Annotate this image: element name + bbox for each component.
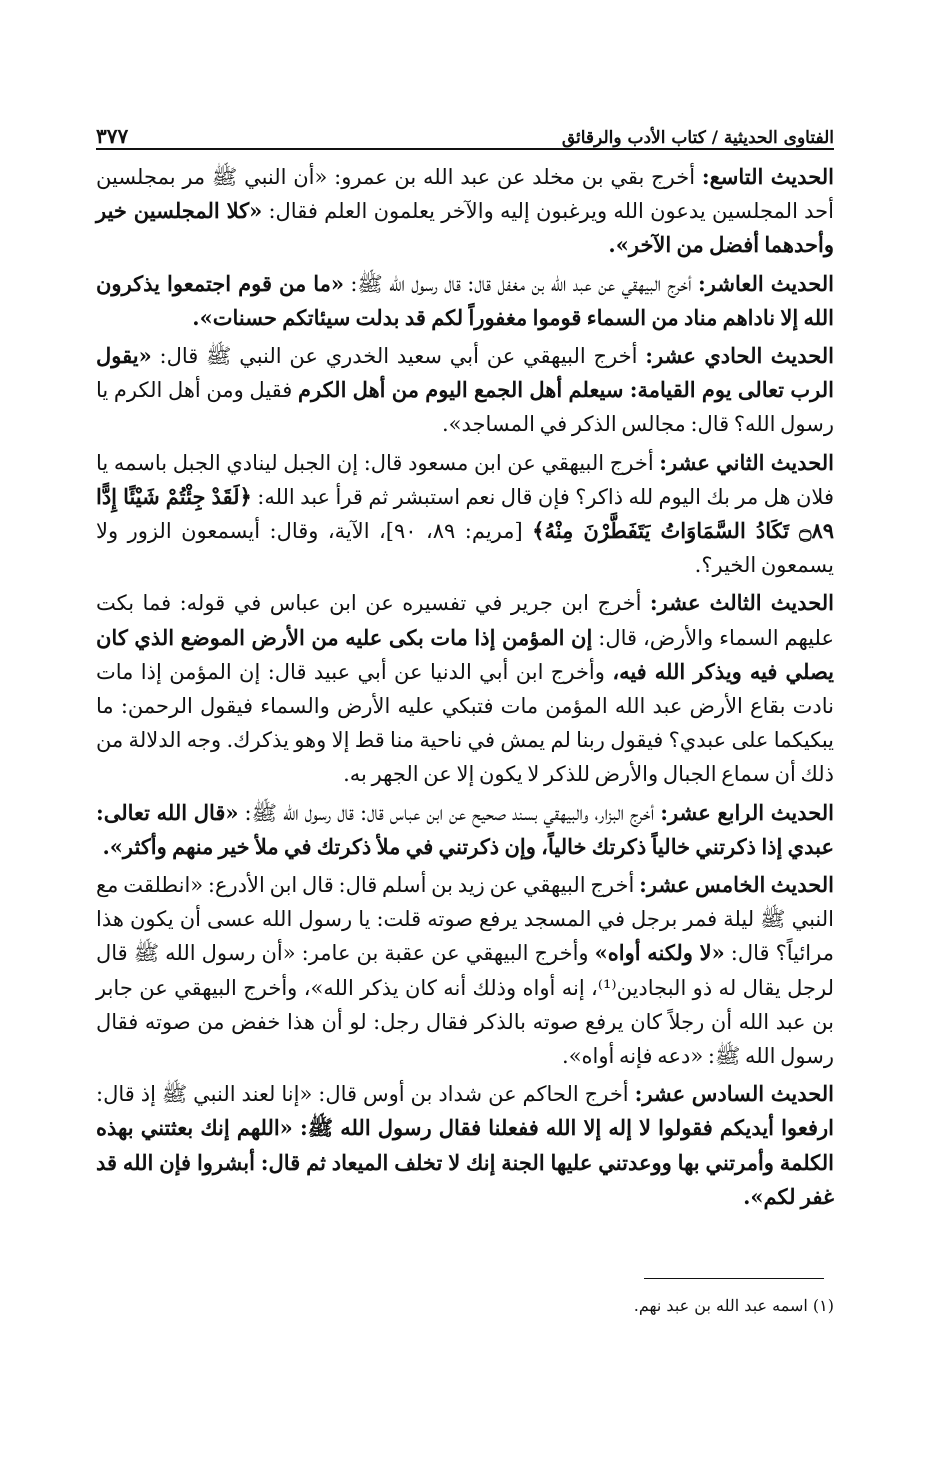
hadith-heading: الحديث الرابع عشر: — [660, 799, 834, 825]
hadith-heading: الحديث الخامس عشر: — [639, 872, 835, 898]
hadith-quote: «لا ولكنه أواه» — [594, 940, 725, 966]
main-text — [96, 160, 834, 1214]
hadith-text: وأخرج البيهقي عن عقبة بن عامر: «أن رسول الله ﷺ قال لرجل يقال له ذو البجادين⁽¹⁾، إنه أواه وذلك أنه كان يذكر الله»، وأخرج البيهقي عن جابر بن عبد الله أن رجلاً كان يرفع صوته بالذكر فقال رجل: لو أن هذا خفض من صوته فقال رسول الله ﷺ: «دعه فإنه أواه». — [96, 941, 834, 1069]
hadith-paragraph — [96, 1077, 834, 1214]
hadith-heading: الحديث العاشر: — [698, 270, 834, 296]
hadith-heading: الحديث السادس عشر: — [634, 1081, 835, 1107]
hadith-paragraph — [96, 796, 834, 864]
running-title: الفتاوى الحديثية / كتاب الأدب والرقائق — [561, 128, 834, 148]
footnote-separator — [644, 1278, 824, 1279]
hadith-paragraph — [96, 267, 834, 335]
hadith-quote: ﴿لَقَدْ جِئْتُمْ شَيْئًا إِدًّا ۝٨٩ تَكَادُ السَّمَاوَاتُ يَتَفَطَّرْنَ مِنْهُ﴾ — [96, 483, 835, 544]
hadith-text: أخرج البزار، والبيهقي بسند صحيح عن ابن عباس قال: قال رسول الله ﷺ: — [238, 800, 661, 825]
hadith-quote: ارفعوا أيديكم فقولوا لا إله إلا الله ففعلنا فقال رسول الله ﷺ: «اللهم إنك بعثتني بهذه الكلمة وأمرتني بها ووعدتني عليها الجنة إنك لا تخلف الميعاد ثم قال: أبشروا فإن الله قد غفر لكم». — [96, 1115, 834, 1209]
hadith-paragraph — [96, 339, 834, 442]
footnote: (١) اسمه عبد الله بن عبد نهم. — [633, 1296, 834, 1315]
hadith-text: أخرج الحاكم عن شداد بن أوس قال: «إنا لعند النبي ﷺ إذ قال: — [96, 1082, 635, 1107]
book-page — [96, 112, 834, 1442]
hadith-quote: «قال الله تعالى: عبدي إذا ذكرتني خالياً ذكرتك خالياً، وإن ذكرتني في ملأ ذكرتك في ملأ خير منهم وأكثر». — [96, 799, 834, 859]
hadith-text: أخرج البيهقي عن عبد الله بن مغفل قال: قال رسول الله ﷺ: — [344, 271, 699, 296]
running-header — [96, 112, 834, 150]
hadith-quote: «يقول الرب تعالى يوم القيامة: سيعلم أهل الجمع اليوم من أهل الكرم — [96, 343, 834, 403]
hadith-text: [مريم: ٨٩، ٩٠]، الآية، وقال: أيسمعون الزور ولا يسمعون الخير؟. — [96, 519, 834, 578]
hadith-text: وأخرج ابن أبي الدنيا عن أبي عبيد قال: إن المؤمن إذا مات نادت بقاع الأرض عبد الله المؤمن مات فتبكي عليه الأرض والسماء فيقول الرحمن: ما يبكيكما على عبدي؟ فيقول ربنا لم يمش في ناحية منا قط إلا وهو يذكرك. وجه الدلالة من ذلك أن سماع الجبال والأرض للذكر لا يكون إلا عن الجهر به. — [96, 659, 834, 787]
hadith-quote: إن المؤمن إذا مات بكى عليه من الأرض الموضع الذي كان يصلي فيه ويذكر الله فيه، — [96, 624, 835, 684]
hadith-heading: الحديث التاسع: — [701, 164, 834, 189]
hadith-heading: الحديث الثاني عشر: — [659, 449, 834, 475]
hadith-text: أخرج ابن جرير في تفسيره عن ابن عباس في قوله: فما بكت عليهم السماء والأرض، قال: — [96, 591, 834, 650]
hadith-text: أخرج بقي بن مخلد عن عبد الله بن عمرو: «أن النبي ﷺ مر بمجلسين أحد المجلسين يدعون الله ويرغبون إليه والآخر يعلمون العلم فقال: — [96, 165, 834, 224]
hadith-paragraph — [96, 868, 834, 1073]
hadith-text: أخرج البيهقي عن زيد بن أسلم قال: قال ابن الأدرع: «انطلقت مع النبي ﷺ ليلة فمر برجل في المسجد يرفع صوته قلت: يا رسول الله عسى أن يكون هذا مرائياً؟ قال: — [96, 873, 834, 966]
hadith-quote: «ما من قوم اجتمعوا يذكرون الله إلا ناداهم مناد من السماء قوموا مغفوراً لكم قد بدلت سيئاتكم حسنات». — [96, 270, 834, 330]
hadith-heading: الحديث الثالث عشر: — [649, 590, 834, 616]
hadith-paragraph — [96, 160, 834, 263]
hadith-text: أخرج البيهقي عن أبي سعيد الخدري عن النبي ﷺ قال: — [151, 344, 646, 369]
hadith-heading: الحديث الحادي عشر: — [645, 343, 835, 369]
hadith-text: أخرج البيهقي عن ابن مسعود قال: إن الجبل لينادي الجبل باسمه يا فلان هل مر بك اليوم لله ذاكر؟ فإن قال نعم استبشر ثم قرأ عبد الله: — [96, 450, 834, 509]
hadith-paragraph — [96, 586, 834, 791]
hadith-text: فقيل ومن أهل الكرم يا رسول الله؟ قال: مجالس الذكر في المساجد». — [96, 378, 834, 437]
hadith-quote: «كلا المجلسين خير وأحدهما أفضل من الآخر». — [96, 198, 834, 258]
page-number: ٣٧٧ — [96, 124, 129, 148]
hadith-paragraph — [96, 446, 834, 583]
